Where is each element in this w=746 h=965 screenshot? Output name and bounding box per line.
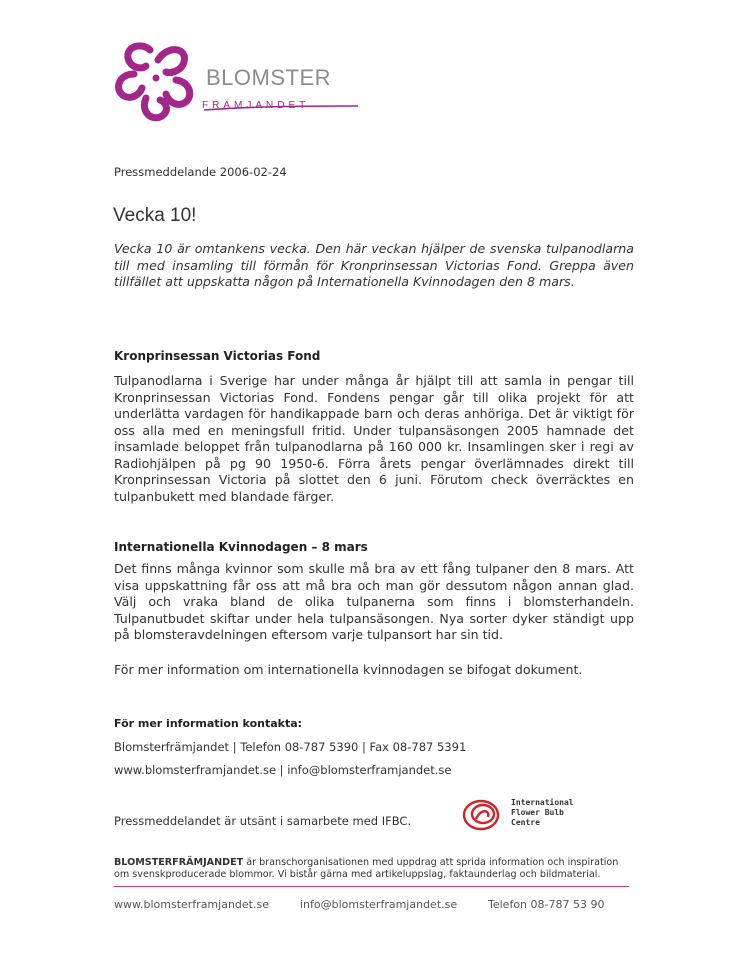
contact-label: För mer information kontakta: xyxy=(114,717,303,730)
logo-subtitle: FRÄMJANDET xyxy=(202,100,310,111)
page-title: Vecka 10! xyxy=(113,205,197,226)
footer-email-link[interactable]: info@blomsterframjandet.se xyxy=(300,898,458,911)
lead-paragraph: Vecka 10 är omtankens vecka. Den här veckan hjälper de svenska tulpanodlarna till med insamling till förmån för Kronprinsessan Victorias Fond. Greppa även tillfället att uppskatta någon på Internationella Kvinnodagen den 8 mars. xyxy=(114,241,634,289)
contact-web-line: www.blomsterframjandet.se | info@blomsterframjandet.se xyxy=(114,763,452,777)
footer-divider xyxy=(114,886,629,887)
section-heading-victoria-fund: Kronprinsessan Victorias Fond xyxy=(114,349,321,363)
press-release-date: Pressmeddelande 2006-02-24 xyxy=(114,165,287,179)
ifbc-name xyxy=(511,798,574,828)
footer-phone: Telefon 08-787 53 90 xyxy=(488,898,605,911)
footer-website-link[interactable]: www.blomsterframjandet.se xyxy=(114,898,269,911)
footer-organization-text xyxy=(114,857,634,881)
logo-wordmark: BLOMSTER xyxy=(206,65,332,90)
ifbc-line: Flower Bulb xyxy=(511,808,564,817)
ifbc-line: Centre xyxy=(511,818,540,827)
section-body-victoria-fund: Tulpanodlarna i Sverige har under många år hjälpt till att samla in pengar till Kronprinsessan Victorias Fond. Fondens pengar går till olika projekt för att underlätta vardagen för handikappade barn och deras anhöriga. Det är viktigt för oss alla med en meningsfull fritid. Under tulpansäsongen 2005 hamnade det insamlade beloppet från tulpanodlarna på 160 000 kr. Insamlingen sker i regi av Radiohjälpen på pg 90 1950-6. Förra årets pengar överlämnades direkt till Kronprinsessan Victoria på slottet den 6 juni. Förutom check överräcktes en tulpanbukett med blandade färger. xyxy=(114,373,634,504)
collaboration-note: Pressmeddelandet är utsänt i samarbete med IFBC. xyxy=(114,814,412,828)
footer-org-description: är branschorganisationen med uppdrag att sprida information och inspiration om svenskproducerade blommor. Vi bistår gärna med artikeluppslag, faktaunderlag och bildmaterial. xyxy=(114,857,619,880)
section-body-womens-day: Det finns många kvinnor som skulle må bra av ett fång tulpaner den 8 mars. Att visa uppskattning får oss att må bra och man gör dessutom någon annan glad. Välj och vraka bland de olika tulpanerna som finns i blomsterhandeln. Tulpanutbudet skiftar under hela tulpansäsongen. Nya sorter dyker ständigt upp på blomsteravdelningen eftersom varje tulpansort har sin tid. xyxy=(114,561,634,642)
contact-phone-line: Blomsterfrämjandet | Telefon 08-787 5390 | Fax 08-787 5391 xyxy=(114,740,467,754)
ifbc-line: International xyxy=(511,798,574,807)
footer-org-name: BLOMSTERFRÄMJANDET xyxy=(114,857,244,868)
more-info-paragraph: För mer information om internationella kvinnodagen se bifogat dokument. xyxy=(114,662,583,677)
section-heading-womens-day: Internationella Kvinnodagen – 8 mars xyxy=(114,540,368,554)
